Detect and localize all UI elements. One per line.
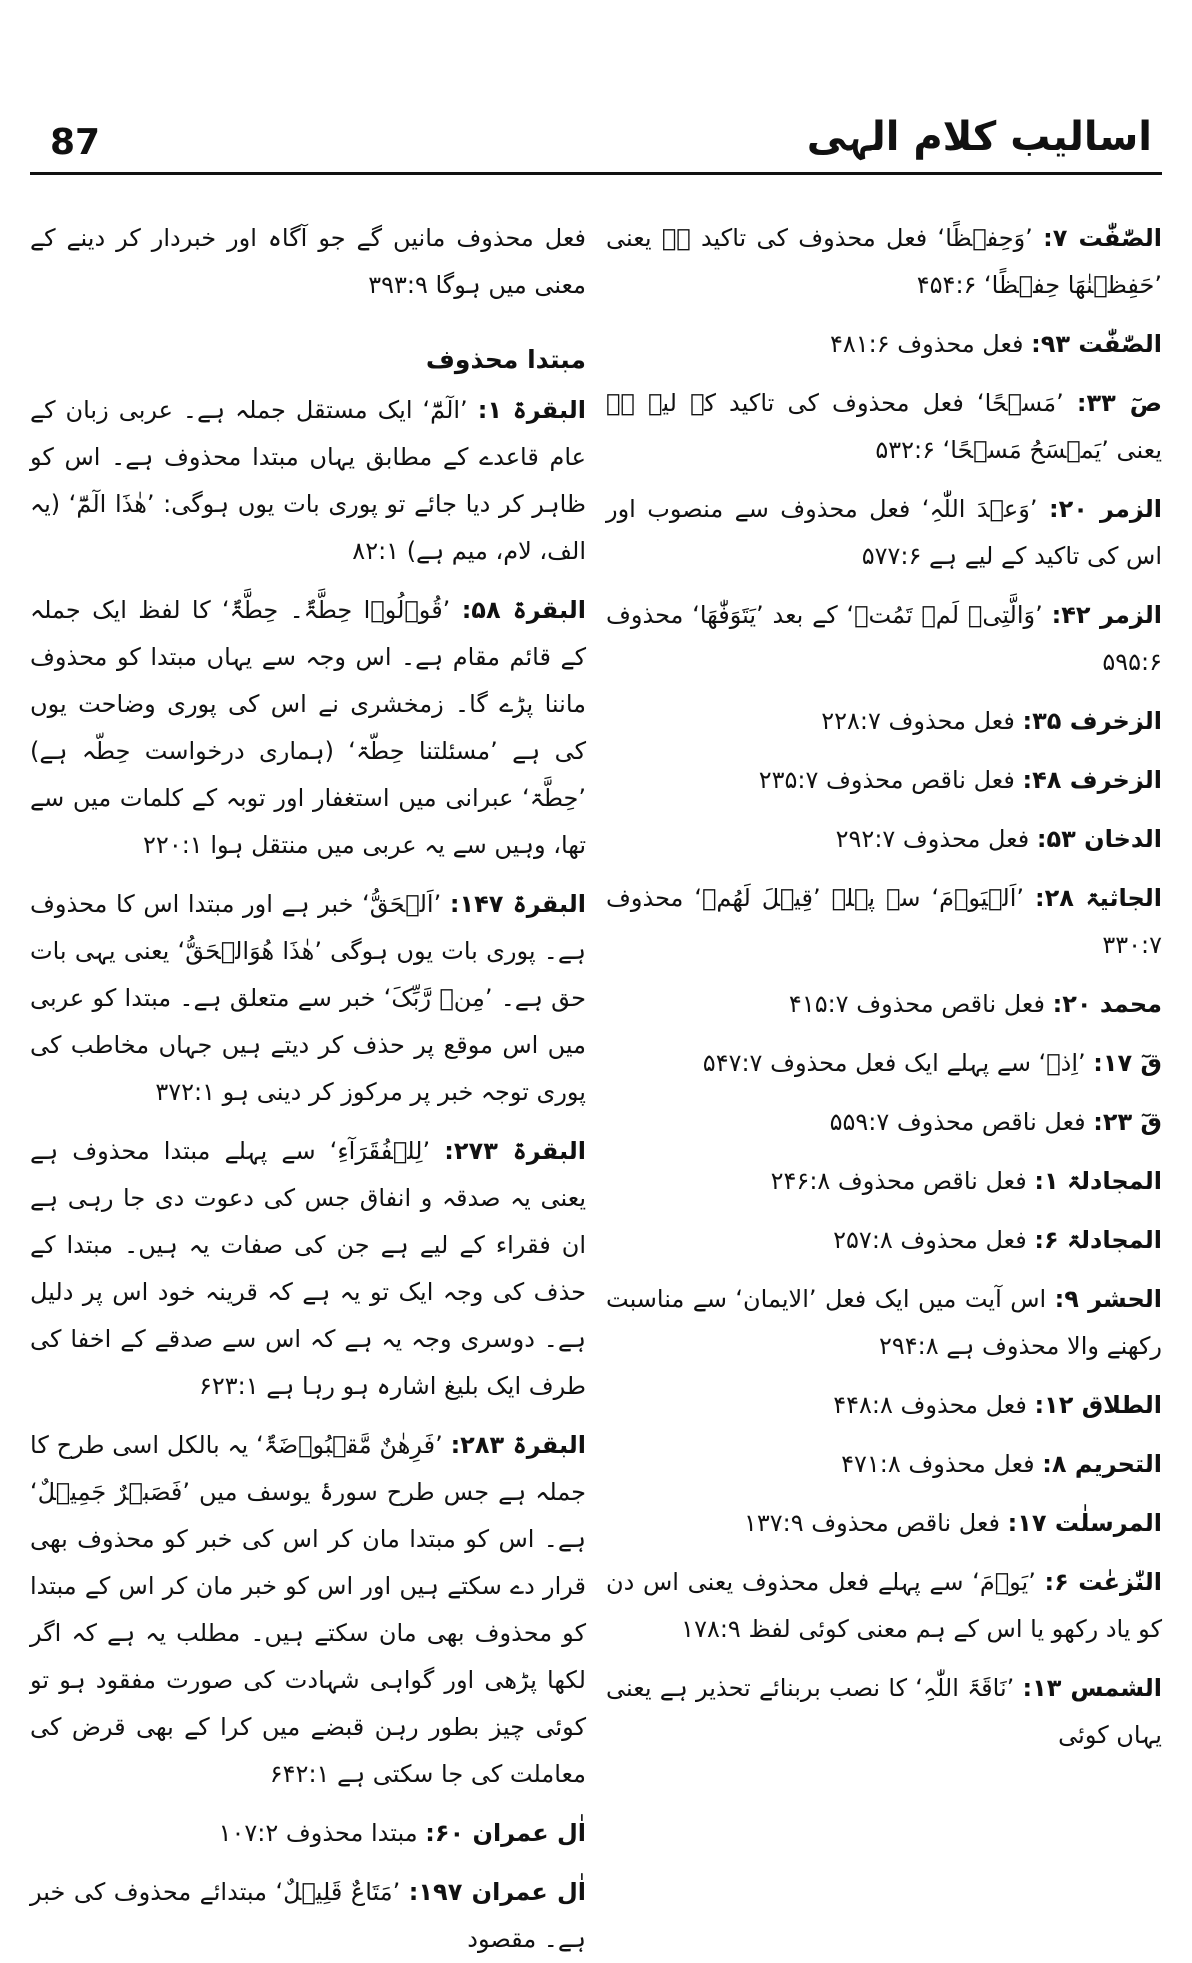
list-item bbox=[606, 875, 1162, 969]
list-item bbox=[30, 1422, 586, 1798]
entry-text: ’وَحِفۡظًا‘ فعل محذوف کی تاکید ہے یعنی ’حَفِظۡنٰھَا حِفۡظًا‘ ۴۵۴:۶ bbox=[606, 224, 1162, 299]
list-item bbox=[606, 1040, 1162, 1087]
entry-label: صٓ ۳۳: bbox=[1076, 389, 1162, 417]
entry-label: الحشر ۹: bbox=[1054, 1285, 1162, 1313]
entry-label: الشمس ۱۳: bbox=[1022, 1674, 1163, 1702]
list-item bbox=[606, 215, 1162, 309]
list-item bbox=[606, 816, 1162, 863]
entry-text: ’وَالَّتِیۡ لَمۡ تَمُتۡ‘ کے بعد ’یَتَوَفّٰھَا‘ محذوف ۵۹۵:۶ bbox=[606, 601, 1162, 676]
list-item bbox=[606, 592, 1162, 686]
entry-text: فعل ناقص محذوف ۵۵۹:۷ bbox=[829, 1108, 1086, 1136]
entry-label: الصّٰفّٰت ۷: bbox=[1043, 224, 1163, 252]
entry-text: فعل محذوف ۴۴۸:۸ bbox=[833, 1391, 1027, 1419]
entry-label: محمد ۲۰: bbox=[1052, 990, 1162, 1018]
entry-text: ’مَسۡحًا‘ فعل محذوف کی تاکید کے لیے ہے یعنی ’یَمۡسَحُ مَسۡحًا‘ ۵۳۲:۶ bbox=[606, 389, 1162, 464]
entry-label: قٓ ۱۷: bbox=[1093, 1049, 1162, 1077]
entry-text: ’فَرِھٰنٌ مَّقۡبُوۡضَۃٌ‘ یہ بالکل اسی طرح کا جملہ ہے جس طرح سورۂ یوسف میں ’فَصَبۡرٌ جَمِیۡلٌ‘ ہے۔ اس کو مبتدا مان کر اس کی خبر کو محذوف بھی قرار دے سکتے ہیں اور اس کو خبر مان کر اس کے مبتدا کو محذوف بھی مان سکتے ہیں۔ مطلب یہ ہے کہ اگر لکھا پڑھی اور گواہی شہادت کی صورت مفقود ہو تو کوئی چیز بطور رہن قبضے میں کرا کے بھی قرض کی معاملت کی جا سکتی ہے ۶۴۲:۱ bbox=[30, 1431, 586, 1788]
entry-label: النّٰزعٰت ۶: bbox=[1044, 1568, 1163, 1596]
section-heading: مبتدا محذوف bbox=[425, 345, 586, 374]
entry-label: البقرۃ ۵۸: bbox=[461, 596, 586, 624]
entry-label: الصّٰفّٰت ۹۳: bbox=[1031, 330, 1162, 358]
entry-text: ’نَاقَۃَ اللّٰہِ‘ کا نصب بربنائے تحذیر ہے یعنی یہاں کوئی bbox=[606, 1674, 1162, 1749]
list-item bbox=[606, 757, 1162, 804]
list-item bbox=[606, 1158, 1162, 1205]
book-title: اسالیب کلام الہی bbox=[806, 114, 1152, 160]
entry-text: ’مَتَاعٌ قَلِیۡلٌ‘ مبتدائے محذوف کی خبر ہے۔ مقصود bbox=[30, 1878, 586, 1953]
entry-label: اٰل عمران ۱۹۷: bbox=[408, 1878, 586, 1906]
entry-label: الطلاق ۱۲: bbox=[1034, 1391, 1162, 1419]
list-item bbox=[30, 587, 586, 869]
entry-label: التحریم ۸: bbox=[1042, 1450, 1162, 1478]
entry-label: الزخرف ۴۸: bbox=[1022, 766, 1162, 794]
entry-label: البقرۃ ۲۸۳: bbox=[450, 1431, 586, 1459]
entry-text: فعل ناقص محذوف ۲۳۵:۷ bbox=[758, 766, 1015, 794]
entry-text: ’اِذۡ‘ سے پہلے ایک فعل محذوف ۵۴۷:۷ bbox=[702, 1049, 1086, 1077]
entry-text: فعل محذوف ۲۲۸:۷ bbox=[821, 707, 1015, 735]
list-item bbox=[30, 387, 586, 575]
entry-text: ’اَلۡحَقُّ‘ خبر ہے اور مبتدا اس کا محذوف ہے۔ پوری بات یوں ہوگی ’ھٰذَا ھُوَالۡحَقُّ‘ یعنی یہی بات حق ہے۔ ’مِنۡ رَّبِّکَ‘ خبر سے متعلق ہے۔ مبتدا کو عربی میں اس موقع پر حذف کر دیتے ہیں جہاں مخاطب کی پوری توجہ خبر پر مرکوز کر دینی ہو ۳۷۲:۱ bbox=[30, 890, 586, 1106]
list-item bbox=[606, 380, 1162, 474]
list-item bbox=[606, 981, 1162, 1028]
entry-text: ’لِلۡفُقَرَآءِ‘ سے پہلے مبتدا محذوف ہے یعنی یہ صدقہ و انفاق جس کی دعوت دی جا رہی ہے ان فقراء کے لیے ہے جن کی صفات یہ ہیں۔ مبتدا کے حذف کی وجہ ایک تو یہ ہے کہ قرینہ خود اس پر دلیل ہے۔ دوسری وجہ یہ ہے کہ اس سے صدقے کے اخفا کی طرف ایک بلیغ اشارہ ہو رہا ہے ۶۲۳:۱ bbox=[30, 1137, 586, 1400]
entry-label: الزمر ۴۲: bbox=[1051, 601, 1162, 629]
list-item bbox=[606, 1500, 1162, 1547]
entry-text: فعل محذوف ۲۵۷:۸ bbox=[833, 1226, 1027, 1254]
entry-label: الزخرف ۳۵: bbox=[1022, 707, 1162, 735]
list-item bbox=[30, 1128, 586, 1410]
list-item bbox=[30, 881, 586, 1116]
entry-label: اٰل عمران ۶۰: bbox=[425, 1819, 586, 1847]
entry-label: قٓ ۲۳: bbox=[1093, 1108, 1162, 1136]
list-item bbox=[606, 321, 1162, 368]
list-item bbox=[606, 1217, 1162, 1264]
entry-label: الدخان ۵۳: bbox=[1036, 825, 1162, 853]
entry-text: مبتدا محذوف ۱۰۷:۲ bbox=[218, 1819, 418, 1847]
entry-text: فعل محذوف ۲۹۲:۷ bbox=[835, 825, 1030, 853]
list-item bbox=[606, 1665, 1162, 1759]
list-item bbox=[606, 1276, 1162, 1370]
entry-label: المرسلٰت ۱۷: bbox=[1007, 1509, 1162, 1537]
entry-text: فعل ناقص محذوف ۲۴۶:۸ bbox=[770, 1167, 1027, 1195]
entry-label: الزمر ۲۰: bbox=[1048, 495, 1163, 523]
entry-label: المجادلۃ ۱: bbox=[1034, 1167, 1162, 1195]
entry-text: ’الٓمّٓ‘ ایک مستقل جملہ ہے۔ عربی زبان کے عام قاعدے کے مطابق یہاں مبتدا محذوف ہے۔ اس کو ظاہر کر دیا جائے تو پوری بات یوں ہوگی: ’ھٰذَا الٓمّٓ‘ (یہ الف، لام، میم ہے) ۸۲:۱ bbox=[30, 396, 586, 565]
left-column bbox=[30, 215, 587, 1953]
entry-label: المجادلۃ ۶: bbox=[1034, 1226, 1162, 1254]
entry-text: ’قُوۡلُوۡا حِطَّۃٌ۔ حِطَّۃٌ‘ کا لفظ ایک جملہ کے قائم مقام ہے۔ اس وجہ سے یہاں مبتدا کو محذوف ماننا پڑے گا۔ زمخشری نے اس کی پوری وضاحت یوں کی ہے ’مسئلتنا حِطّۃ‘ (ہماری درخواست حِطّہ ہے) ’حِطَّۃ‘ عبرانی میں استغفار اور توبہ کے کلمات میں سے تھا، وہیں سے یہ عربی میں منتقل ہوا ۲۲۰:۱ bbox=[30, 596, 586, 859]
header-divider bbox=[30, 172, 1162, 175]
page-header bbox=[30, 100, 1162, 170]
list-item bbox=[606, 1382, 1162, 1429]
entry-text: اس آیت میں ایک فعل ’الایمان‘ سے مناسبت رکھنے والا محذوف ہے ۲۹۴:۸ bbox=[606, 1285, 1162, 1360]
list-item bbox=[606, 698, 1162, 745]
list-item bbox=[606, 1559, 1162, 1653]
list-item bbox=[606, 486, 1162, 580]
entry-text: ’اَلۡیَوۡمَ‘ سے پہلے ’قِیۡلَ لَھُمۡ‘ محذوف ۳۳۰:۷ bbox=[606, 884, 1162, 959]
entry-text: فعل محذوف ۴۸۱:۶ bbox=[829, 330, 1024, 358]
entry-text: فعل ناقص محذوف ۱۳۷:۹ bbox=[743, 1509, 1001, 1537]
entry-label: البقرۃ ۲۷۳: bbox=[444, 1137, 587, 1165]
list-item bbox=[606, 1441, 1162, 1488]
entry-label: البقرۃ ۱: bbox=[477, 396, 586, 424]
right-column bbox=[606, 215, 1162, 1835]
entry-label: البقرۃ ۱۴۷: bbox=[449, 890, 586, 918]
list-item bbox=[606, 1099, 1162, 1146]
entry-text: فعل محذوف ۴۷۱:۸ bbox=[841, 1450, 1035, 1478]
continuation-text: فعل محذوف مانیں گے جو آگاہ اور خبردار کر دینے کے معنی میں ہوگا ۳۹۳:۹ bbox=[30, 224, 586, 299]
entry-label: الجاثیۃ ۲۸: bbox=[1034, 884, 1162, 912]
entry-text: ’یَوۡمَ‘ سے پہلے فعل محذوف یعنی اس دن کو یاد رکھو یا اس کے ہم معنی کوئی لفظ ۱۷۸:۹ bbox=[606, 1568, 1162, 1643]
entry-text: ’وَعۡدَ اللّٰہِ‘ فعل محذوف سے منصوب اور اس کی تاکید کے لیے ہے ۵۷۷:۶ bbox=[606, 495, 1162, 570]
entry-text: فعل ناقص محذوف ۴۱۵:۷ bbox=[788, 990, 1045, 1018]
list-item bbox=[30, 1810, 586, 1857]
list-item bbox=[30, 1869, 586, 1963]
page-number: 87 bbox=[50, 122, 101, 163]
